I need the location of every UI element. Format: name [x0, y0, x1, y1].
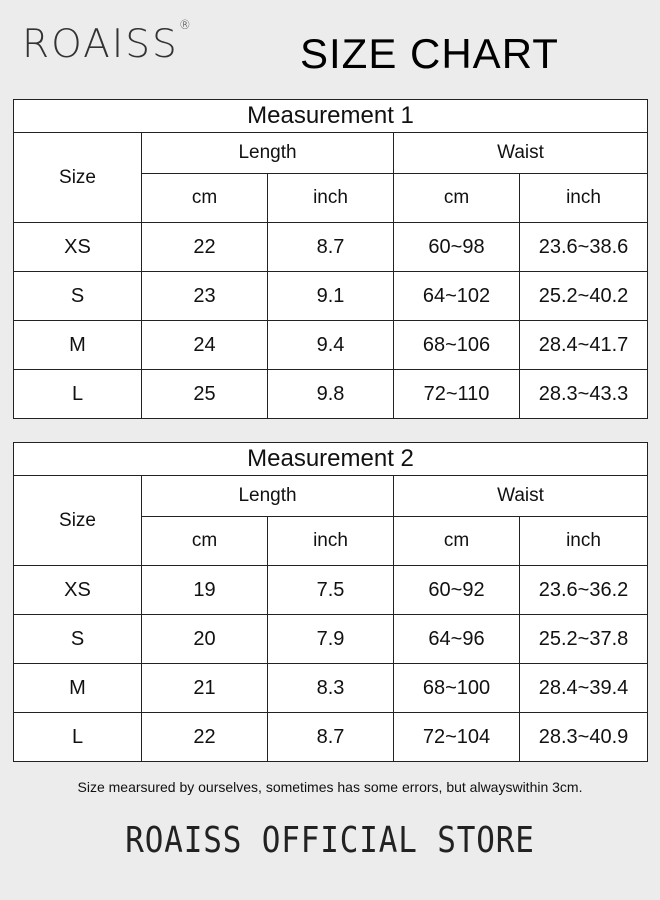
length-cm-cell: 25 — [142, 370, 268, 419]
registered-mark: ® — [178, 18, 191, 32]
size-cell: L — [14, 713, 142, 762]
length-header: Length — [142, 476, 394, 517]
size-cell: XS — [14, 223, 142, 272]
length-header: Length — [142, 133, 394, 174]
size-cell: S — [14, 272, 142, 321]
brand-name: ROAISS — [22, 22, 179, 67]
table-row — [14, 615, 648, 664]
waist-cm-cell: 64~96 — [394, 615, 520, 664]
length-cm-cell: 23 — [142, 272, 268, 321]
waist-inch-cell: 28.3~40.9 — [520, 713, 648, 762]
measurement-1-table — [13, 99, 648, 419]
length-inch-header: inch — [268, 517, 394, 566]
length-cm-cell: 24 — [142, 321, 268, 370]
length-cm-cell: 20 — [142, 615, 268, 664]
size-header: Size — [14, 133, 142, 223]
waist-cm-cell: 64~102 — [394, 272, 520, 321]
length-inch-cell: 8.7 — [268, 713, 394, 762]
length-inch-cell: 7.9 — [268, 615, 394, 664]
waist-header: Waist — [394, 476, 648, 517]
waist-inch-cell: 25.2~37.8 — [520, 615, 648, 664]
table-row — [14, 223, 648, 272]
measurement-note: Size mearsured by ourselves, sometimes has some errors, but alwayswithin 3cm. — [77, 779, 583, 795]
length-inch-cell: 9.4 — [268, 321, 394, 370]
length-inch-cell: 8.7 — [268, 223, 394, 272]
waist-inch-cell: 28.4~39.4 — [520, 664, 648, 713]
size-cell: S — [14, 615, 142, 664]
length-inch-cell: 7.5 — [268, 566, 394, 615]
length-cm-header: cm — [142, 174, 268, 223]
table-row — [14, 713, 648, 762]
waist-cm-cell: 72~104 — [394, 713, 520, 762]
size-cell: M — [14, 321, 142, 370]
waist-inch-header: inch — [520, 174, 648, 223]
length-inch-cell: 9.1 — [268, 272, 394, 321]
table-row — [14, 272, 648, 321]
size-cell: M — [14, 664, 142, 713]
waist-cm-header: cm — [394, 174, 520, 223]
length-cm-cell: 22 — [142, 713, 268, 762]
waist-header: Waist — [394, 133, 648, 174]
table-row — [14, 321, 648, 370]
waist-cm-header: cm — [394, 517, 520, 566]
page-title: SIZE CHART — [300, 30, 559, 77]
waist-cm-cell: 60~98 — [394, 223, 520, 272]
size-cell: L — [14, 370, 142, 419]
table-row — [14, 664, 648, 713]
waist-inch-cell: 28.3~43.3 — [520, 370, 648, 419]
waist-inch-cell: 28.4~41.7 — [520, 321, 648, 370]
length-cm-header: cm — [142, 517, 268, 566]
length-inch-cell: 8.3 — [268, 664, 394, 713]
table-row — [14, 370, 648, 419]
waist-cm-cell: 72~110 — [394, 370, 520, 419]
length-cm-cell: 21 — [142, 664, 268, 713]
table-row — [14, 566, 648, 615]
store-footer: ROAISS OFFICIAL STORE — [125, 820, 535, 861]
length-cm-cell: 19 — [142, 566, 268, 615]
size-header: Size — [14, 476, 142, 566]
waist-cm-cell: 60~92 — [394, 566, 520, 615]
waist-cm-cell: 68~106 — [394, 321, 520, 370]
waist-inch-cell: 25.2~40.2 — [520, 272, 648, 321]
waist-inch-header: inch — [520, 517, 648, 566]
waist-inch-cell: 23.6~36.2 — [520, 566, 648, 615]
table-title: Measurement 2 — [14, 443, 648, 476]
waist-inch-cell: 23.6~38.6 — [520, 223, 648, 272]
measurement-2-table — [13, 442, 648, 762]
waist-cm-cell: 68~100 — [394, 664, 520, 713]
length-cm-cell: 22 — [142, 223, 268, 272]
size-cell: XS — [14, 566, 142, 615]
length-inch-cell: 9.8 — [268, 370, 394, 419]
length-inch-header: inch — [268, 174, 394, 223]
brand-logo — [22, 18, 191, 67]
table-title: Measurement 1 — [14, 100, 648, 133]
